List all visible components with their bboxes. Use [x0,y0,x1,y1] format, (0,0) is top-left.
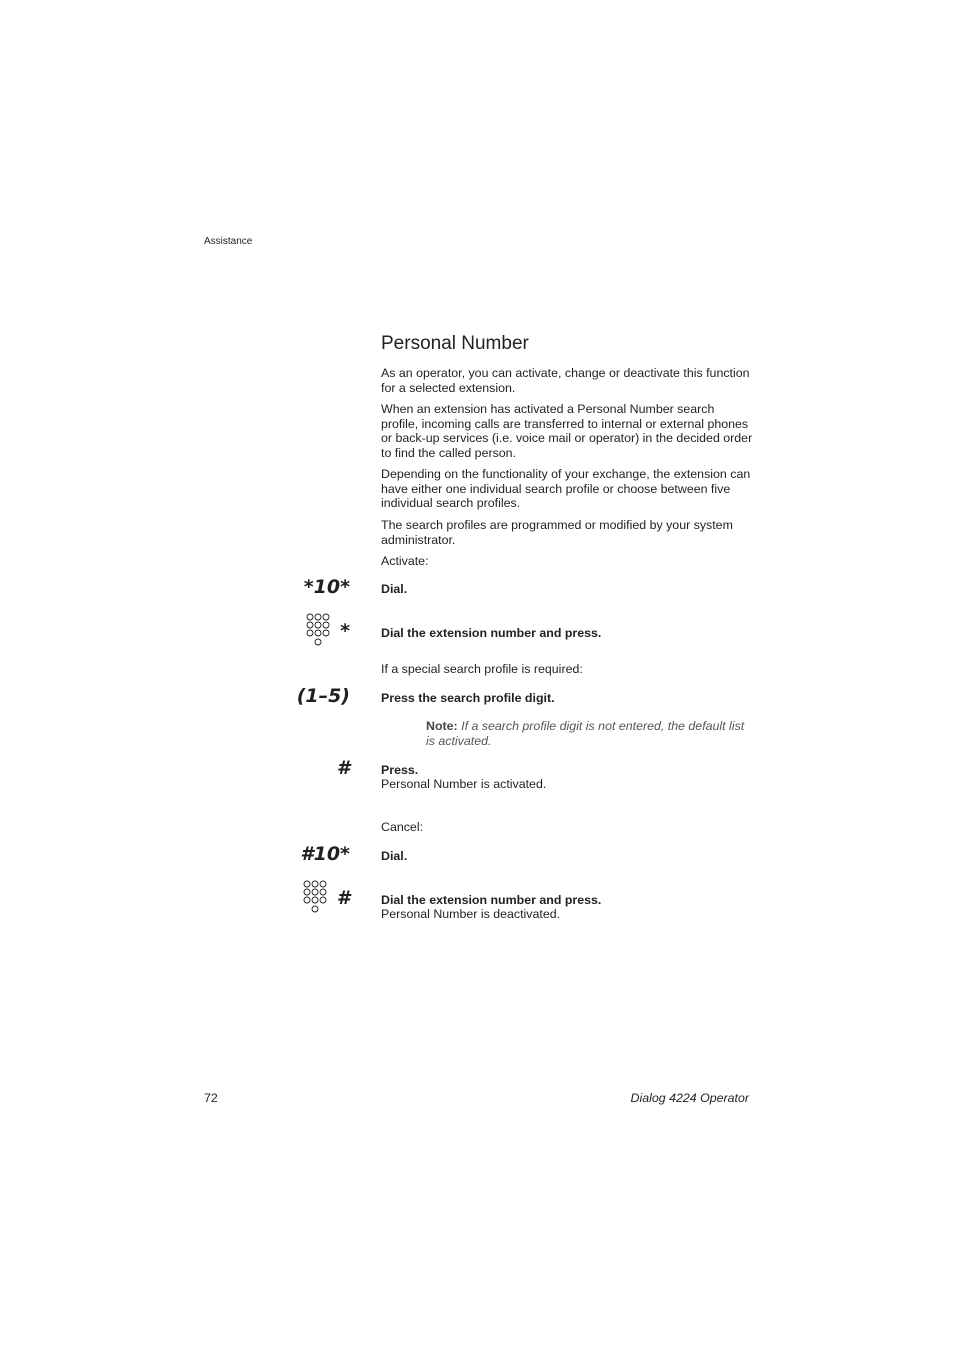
activate-step-profile-digit: Press the search profile digit. [381,691,555,705]
cancel-step-dial: Dial. [381,849,408,863]
page-title: Personal Number [381,333,529,354]
section-header: Assistance [204,236,253,247]
intro-paragraph-2: When an extension has activated a Personal Number search profile, incoming calls are transferred to internal or external phones or back-up services (i.e. voice mail or operator) in the decided order to find the called person. [381,402,753,460]
note-label: Note: [426,719,458,733]
note [426,719,756,748]
product-name: Dialog 4224 Operator [630,1091,749,1105]
hash-key-icon: # [336,757,350,779]
intro-paragraph-3: Depending on the functionality of your exchange, the extension can have either one individual search profile or choose between five individual search profiles. [381,467,751,511]
keypad-icon [305,613,333,649]
note-text: If a search profile digit is not entered, the default list is activated. [426,719,745,748]
digit-range-icon: (1–5) [296,685,350,707]
activate-step-extension: Dial the extension number and press. [381,626,602,640]
activate-step-press: Press. [381,763,419,777]
activate-heading: Activate: [381,554,429,568]
hash-key-icon: # [336,887,350,909]
page-number: 72 [204,1091,218,1105]
star-key-icon: * [340,620,350,642]
star-10-star-icon: *10* [303,576,350,598]
cancel-heading: Cancel: [381,820,424,834]
activate-step-dial: Dial. [381,582,408,596]
activate-result: Personal Number is activated. [381,777,547,791]
conditional-text: If a special search profile is required: [381,662,583,676]
hash-10-star-icon: #10* [300,843,350,865]
cancel-step-extension: Dial the extension number and press. [381,893,602,907]
cancel-result: Personal Number is deactivated. [381,907,561,921]
intro-paragraph-1: As an operator, you can activate, change or deactivate this function for a selected extension. [381,366,750,395]
intro-paragraph-4: The search profiles are programmed or modified by your system administrator. [381,518,733,547]
